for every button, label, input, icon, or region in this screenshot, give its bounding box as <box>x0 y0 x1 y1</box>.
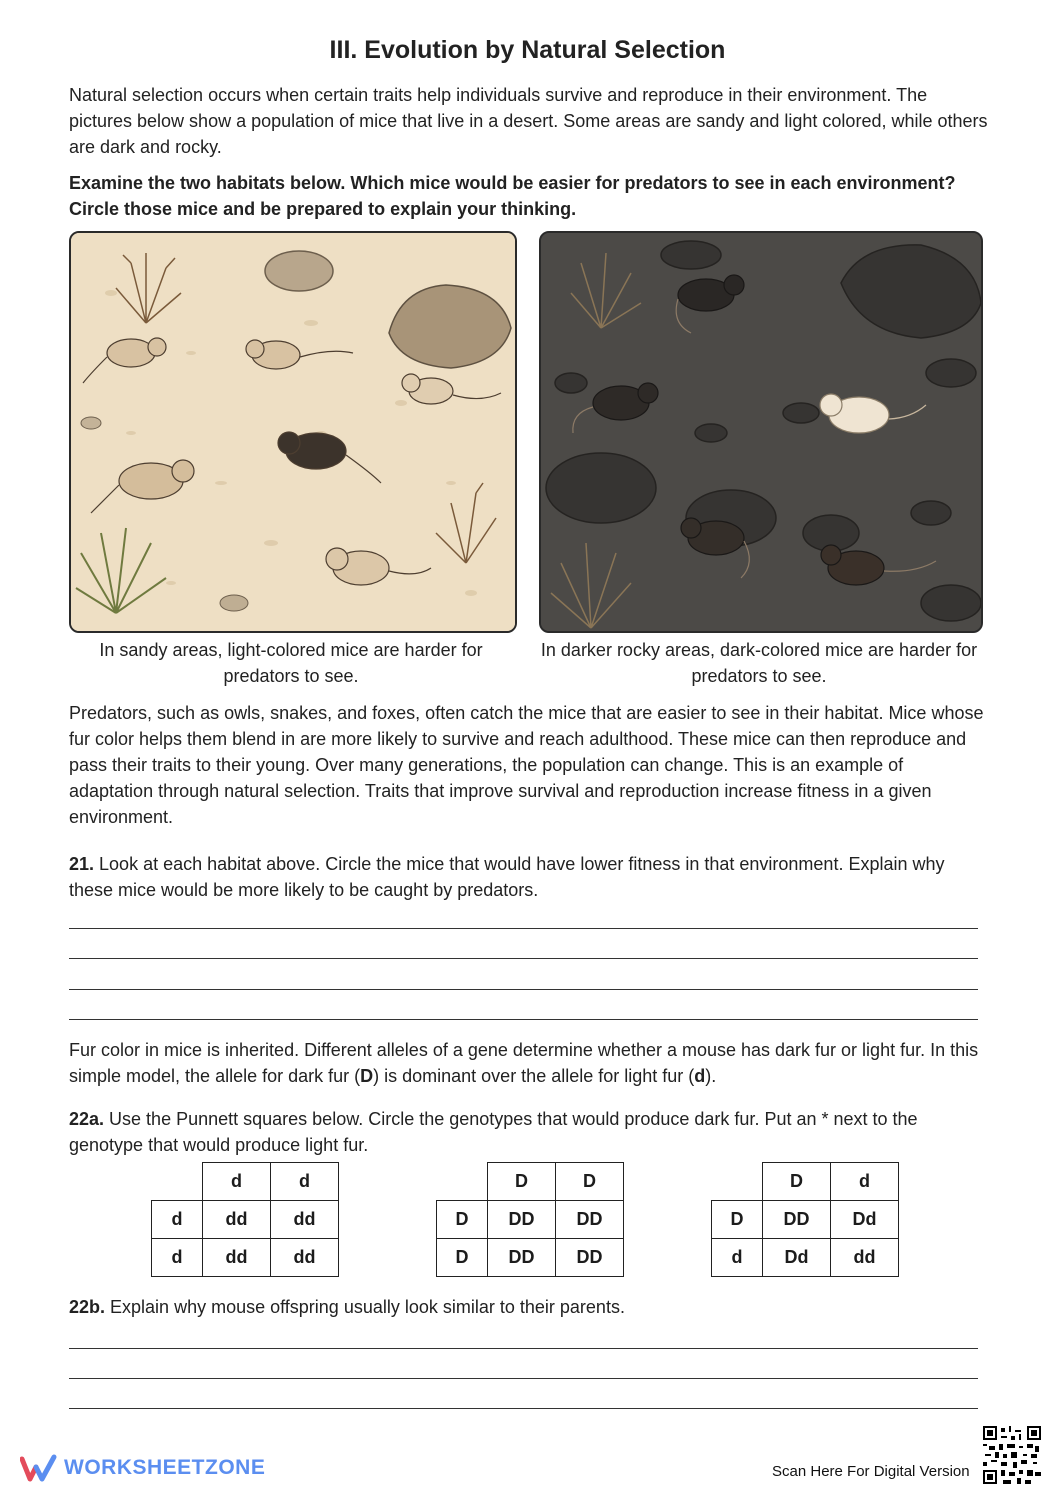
qr-code-graphic <box>983 1426 1041 1484</box>
fur-text-2: ) is dominant over the allele for light fur ( <box>373 1066 695 1086</box>
punnett-square-1 <box>151 1162 339 1277</box>
answer-line[interactable] <box>69 928 978 929</box>
punnett-square-2 <box>436 1162 624 1277</box>
punnett-genotype-cell[interactable]: dd <box>831 1239 899 1277</box>
punnett-col-header: D <box>763 1163 831 1201</box>
qr-code-icon[interactable] <box>983 1426 1041 1484</box>
sandy-habitat-caption: In sandy areas, light-colored mice are harder for predators to see. <box>99 640 483 686</box>
punnett-row-header: d <box>152 1201 203 1239</box>
rocky-habitat-caption: In darker rocky areas, dark-colored mice are harder for predators to see. <box>540 640 978 686</box>
habitat-instruction: Examine the two habitats below. Which mice would be easier for predators to see in each environment? Circle those mice and be prepared to explain your thinking. <box>69 173 956 219</box>
page-title: III. Evolution by Natural Selection <box>329 36 726 64</box>
punnett-col-header: D <box>556 1163 624 1201</box>
rocky-habitat-image <box>539 231 983 633</box>
question-22b-number: 22b. <box>69 1297 106 1317</box>
answer-line[interactable] <box>69 1348 978 1349</box>
punnett-col-header: D <box>488 1163 556 1201</box>
punnett-col-header: d <box>203 1163 271 1201</box>
dominant-allele: D <box>360 1066 374 1086</box>
sandy-habitat-image <box>69 231 517 633</box>
question-22b-text: Explain why mouse offspring usually look similar to their parents. <box>105 1297 625 1317</box>
question-21 <box>69 851 989 903</box>
punnett-corner <box>152 1163 203 1201</box>
question-22a <box>69 1106 989 1158</box>
intro-paragraph: Natural selection occurs when certain traits help individuals survive and reproduce in their environment. The pictures below show a population of mice that live in a desert. Some areas are sandy and light colored, while others are dark and rocky. <box>69 85 988 157</box>
punnett-row-header: d <box>712 1239 763 1277</box>
question-21-text: Look at each habitat above. Circle the mice that would have lower fitness in that environment. Explain why these mice would be more likely to be caught by predators. <box>69 854 945 900</box>
answer-line[interactable] <box>69 1408 978 1409</box>
punnett-row-header: d <box>152 1239 203 1277</box>
punnett-genotype-cell[interactable]: dd <box>271 1201 339 1239</box>
punnett-col-header: d <box>831 1163 899 1201</box>
fur-text-1: Fur color in mice is inherited. Different alleles of a gene determine whether a mouse has dark fur or light fur. In this simple model, the allele for dark fur ( <box>69 1040 979 1086</box>
punnett-genotype-cell[interactable]: DD <box>556 1239 624 1277</box>
punnett-square-3 <box>711 1162 899 1277</box>
punnett-corner <box>437 1163 488 1201</box>
question-21-number: 21. <box>69 854 95 874</box>
punnett-genotype-cell[interactable]: DD <box>488 1239 556 1277</box>
worksheetzone-logo-icon <box>20 1453 60 1483</box>
worksheetzone-logo[interactable] <box>20 1453 266 1483</box>
brand-name: WORKSHEETZONE <box>64 1456 266 1479</box>
punnett-row-header: D <box>437 1201 488 1239</box>
punnett-genotype-cell[interactable]: dd <box>203 1239 271 1277</box>
punnett-genotype-cell[interactable]: DD <box>763 1201 831 1239</box>
answer-line[interactable] <box>69 958 978 959</box>
punnett-corner <box>712 1163 763 1201</box>
question-22a-number: 22a. <box>69 1109 105 1129</box>
recessive-allele: d <box>694 1066 706 1086</box>
punnett-col-header: d <box>271 1163 339 1201</box>
punnett-genotype-cell[interactable]: DD <box>488 1201 556 1239</box>
punnett-row-header: D <box>712 1201 763 1239</box>
answer-line[interactable] <box>69 989 978 990</box>
question-22b <box>69 1294 989 1320</box>
predators-paragraph: Predators, such as owls, snakes, and foxes, often catch the mice that are easier to see in their habitat. Mice whose fur color helps them blend in are more likely to survive and reach adulthood. These mice can then reproduce and pass their traits to their young. Over many generations, the population can change. This is an example of adaptation through natural selection. Traits that improve survival and reproduction increase fitness in a given environment. <box>69 703 984 827</box>
fur-color-paragraph <box>69 1037 989 1089</box>
fur-text-3: ). <box>705 1066 717 1086</box>
punnett-genotype-cell[interactable]: DD <box>556 1201 624 1239</box>
punnett-genotype-cell[interactable]: Dd <box>831 1201 899 1239</box>
punnett-genotype-cell[interactable]: dd <box>271 1239 339 1277</box>
answer-line[interactable] <box>69 1019 978 1020</box>
punnett-row-header: D <box>437 1239 488 1277</box>
question-22a-text: Use the Punnett squares below. Circle the genotypes that would produce dark fur. Put an * next to the genotype that would produce light fur. <box>69 1109 918 1155</box>
answer-line[interactable] <box>69 1378 978 1379</box>
punnett-genotype-cell[interactable]: Dd <box>763 1239 831 1277</box>
scan-label: Scan Here For Digital Version <box>772 1463 970 1480</box>
punnett-genotype-cell[interactable]: dd <box>203 1201 271 1239</box>
